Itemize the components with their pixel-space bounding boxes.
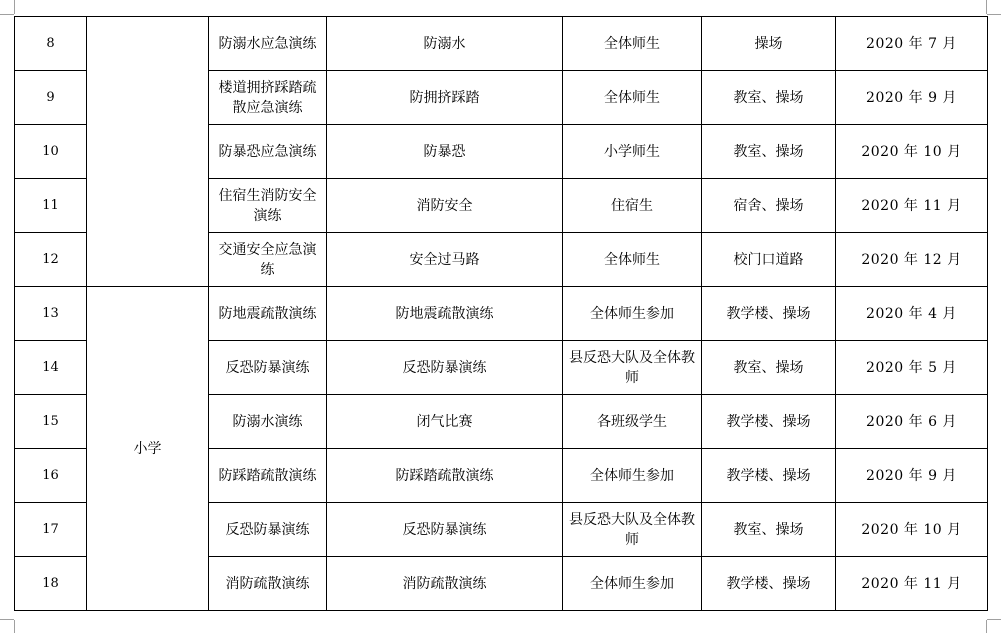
drill-date: 2020 年 11 月 (836, 179, 988, 233)
table-row (15, 287, 988, 341)
group-cell-primary-school: 小学 (87, 287, 209, 611)
participants: 县反恐大队及全体教师 (563, 503, 702, 557)
location: 教学楼、操场 (702, 557, 836, 611)
crop-mark-bottom-right (987, 619, 1001, 620)
row-number: 15 (15, 395, 87, 449)
drill-theme: 消防安全 (327, 179, 563, 233)
drill-theme: 防地震疏散演练 (327, 287, 563, 341)
drill-date: 2020 年 7 月 (836, 17, 988, 71)
participants: 全体师生 (563, 71, 702, 125)
drill-name: 防地震疏散演练 (209, 287, 327, 341)
drill-name: 防溺水演练 (209, 395, 327, 449)
drill-date: 2020 年 6 月 (836, 395, 988, 449)
participants: 全体师生参加 (563, 449, 702, 503)
location: 教室、操场 (702, 71, 836, 125)
drill-name: 交通安全应急演练 (209, 233, 327, 287)
drill-theme: 防溺水 (327, 17, 563, 71)
row-number: 14 (15, 341, 87, 395)
location: 教学楼、操场 (702, 449, 836, 503)
crop-mark-bottom-left-v (14, 620, 15, 633)
participants: 全体师生参加 (563, 557, 702, 611)
location: 教室、操场 (702, 125, 836, 179)
participants: 全体师生 (563, 17, 702, 71)
drill-name: 防溺水应急演练 (209, 17, 327, 71)
drill-date: 2020 年 4 月 (836, 287, 988, 341)
row-number: 9 (15, 71, 87, 125)
row-number: 16 (15, 449, 87, 503)
crop-mark-top-left-v (14, 0, 15, 14)
location: 教学楼、操场 (702, 395, 836, 449)
drill-theme: 防踩踏疏散演练 (327, 449, 563, 503)
drill-name: 反恐防暴演练 (209, 503, 327, 557)
participants: 全体师生参加 (563, 287, 702, 341)
drill-theme: 反恐防暴演练 (327, 341, 563, 395)
row-number: 18 (15, 557, 87, 611)
row-number: 13 (15, 287, 87, 341)
drill-name: 防踩踏疏散演练 (209, 449, 327, 503)
drill-theme: 防暴恐 (327, 125, 563, 179)
location: 操场 (702, 17, 836, 71)
location: 宿舍、操场 (702, 179, 836, 233)
location: 教室、操场 (702, 503, 836, 557)
drill-theme: 反恐防暴演练 (327, 503, 563, 557)
drill-theme: 闭气比赛 (327, 395, 563, 449)
drill-date: 2020 年 11 月 (836, 557, 988, 611)
table-row (15, 17, 988, 71)
crop-mark-bottom-left (0, 619, 14, 620)
row-number: 10 (15, 125, 87, 179)
drill-name: 楼道拥挤踩踏疏散应急演练 (209, 71, 327, 125)
crop-mark-top-left (0, 14, 14, 15)
drill-date: 2020 年 5 月 (836, 341, 988, 395)
location: 校门口道路 (702, 233, 836, 287)
row-number: 17 (15, 503, 87, 557)
participants: 全体师生 (563, 233, 702, 287)
drill-name: 反恐防暴演练 (209, 341, 327, 395)
row-number: 11 (15, 179, 87, 233)
participants: 住宿生 (563, 179, 702, 233)
participants: 县反恐大队及全体教师 (563, 341, 702, 395)
drill-date: 2020 年 10 月 (836, 503, 988, 557)
drill-theme: 安全过马路 (327, 233, 563, 287)
row-number: 12 (15, 233, 87, 287)
drill-date: 2020 年 10 月 (836, 125, 988, 179)
drill-name: 防暴恐应急演练 (209, 125, 327, 179)
drill-date: 2020 年 9 月 (836, 71, 988, 125)
location: 教室、操场 (702, 341, 836, 395)
crop-mark-bottom-right-v (986, 620, 987, 633)
group-cell (87, 17, 209, 287)
drill-name: 消防疏散演练 (209, 557, 327, 611)
row-number: 8 (15, 17, 87, 71)
participants: 小学师生 (563, 125, 702, 179)
crop-mark-top-right (987, 14, 1001, 15)
crop-mark-top-right-v (986, 0, 987, 14)
drill-theme: 消防疏散演练 (327, 557, 563, 611)
participants: 各班级学生 (563, 395, 702, 449)
location: 教学楼、操场 (702, 287, 836, 341)
drill-schedule-table (14, 16, 988, 611)
drill-name: 住宿生消防安全演练 (209, 179, 327, 233)
drill-date: 2020 年 9 月 (836, 449, 988, 503)
drill-theme: 防拥挤踩踏 (327, 71, 563, 125)
drill-date: 2020 年 12 月 (836, 233, 988, 287)
